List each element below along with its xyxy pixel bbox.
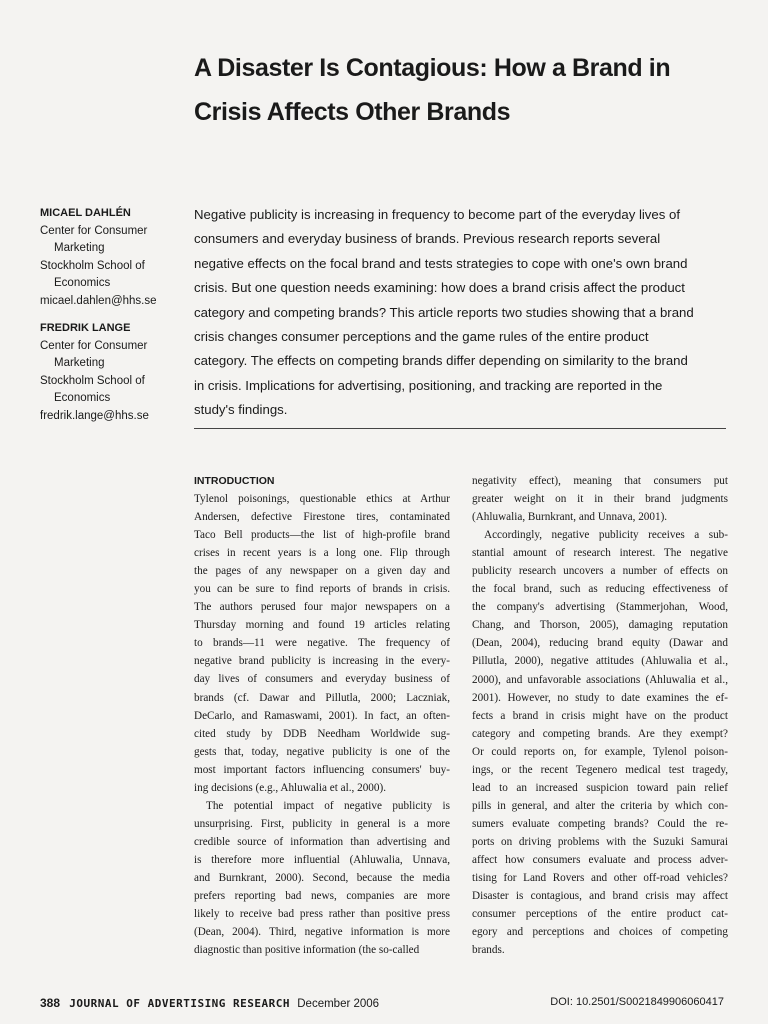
text-line: to brands—11 were negative. The frequency of [194, 637, 450, 650]
text-line: ports on driving problems with the Suzuki Samurai [472, 835, 728, 848]
page-number: 388 [40, 996, 61, 1010]
text-line: category and competing brands? This article reports two studies showing that a brand [194, 304, 694, 320]
text-line: gests that, today, negative publicity is one of the [194, 745, 450, 758]
journal-name: JOURNAL OF ADVERTISING RESEARCH [69, 997, 291, 1010]
body-column-right [472, 472, 728, 959]
abstract [194, 203, 730, 423]
text-line: prefers reporting bad news, companies are more [194, 890, 450, 903]
text-line: The authors perused four major newspapers on a [194, 601, 450, 614]
text-line: DeCarlo, and Ramaswami, 2001). In fact, an often- [194, 709, 450, 722]
text-line: the pages of any newspaper on a given day and [194, 565, 450, 578]
text-line: ings, or the recent Tegenero medical test tragedy, [472, 763, 728, 776]
text-line: negative brand publicity is increasing in the every- [194, 655, 450, 668]
author-affiliation: Center for Consumer [40, 224, 148, 237]
text-line: affect how consumers evaluate and process adver- [472, 853, 728, 866]
text-line: in crisis. Implications for advertising, positioning, and tracking are reported in the [194, 377, 663, 393]
text-line: and Burnkrant, 2000). Second, because the media [194, 871, 450, 884]
author-email[interactable]: fredrik.lange@hhs.se [40, 409, 149, 422]
text-line: sumers evaluate competing brands? Could the re- [472, 817, 728, 830]
text-line: Thursday morning and found 19 articles relating [194, 619, 450, 632]
text-line: tising for Land Rovers and other off-road vehicles? [472, 872, 728, 885]
author-affiliation: Center for Consumer [40, 339, 148, 352]
page-footer [40, 996, 730, 1010]
text-line: brands (cf. Dawar and Pillutla, 2000; Laczniak, [194, 691, 450, 704]
text-line: most important factors influencing consumers' buy- [194, 763, 450, 776]
author-fredrik-lange [40, 320, 190, 425]
author-affiliation: Marketing [54, 357, 105, 369]
text-line: consumers and everyday business of brands. Previous research reports several [194, 231, 661, 247]
text-line: lead to an increased suspicion toward pain relief [472, 781, 728, 794]
text-line: egory and perceptions and choices of competing [472, 926, 728, 939]
text-line: study's findings. [194, 402, 288, 418]
text-line: cited study by DDB Needham Worldwide sug- [194, 727, 450, 740]
text-line: Pillutla, 2000), negative attitudes (Ahluwalia et al., [472, 655, 728, 668]
text-line: greater weight on it in their brand judgments [472, 493, 728, 506]
text-line: negativity effect), meaning that consumers put [472, 475, 728, 487]
text-line: category. The effects on competing brands differ depending on similarity to the brand [194, 353, 688, 369]
text-line: crises in recent years is a long one. Flip through [194, 547, 450, 560]
text-line: The potential impact of negative publicity is [206, 799, 450, 812]
text-line: negative effects on the focal brand and tests strategies to cope with one's own brand [194, 255, 688, 271]
text-line: fects a brand in crisis might have on the product [472, 709, 728, 722]
text-line: consumer perceptions of the entire product cat- [472, 908, 728, 921]
text-line: you can be sure to find reports of brands in crisis. [194, 583, 450, 596]
text-line: day lives of consumers and everyday business of [194, 673, 450, 686]
text-line: (Dean, 2004), reducing brand equity (Dawar and [472, 637, 728, 650]
text-line: stantial amount of research interest. The negative [472, 547, 728, 560]
text-line: crisis. But one question needs examining: how does a brand crisis affect the product [194, 280, 685, 296]
issue-date: December 2006 [297, 998, 380, 1010]
text-line: pills in general, and alter the criteria by which con- [472, 799, 728, 812]
text-line: (Ahluwalia, Burnkrant, and Unnava, 2001). [472, 511, 668, 524]
text-line: unsurprising. First, publicity in general is a more [194, 817, 450, 830]
title-line: A Disaster Is Contagious: How a Brand in [194, 54, 671, 82]
text-line: Or could reports on, for example, Tylenol poison- [472, 745, 728, 758]
author-affiliation: Marketing [54, 242, 105, 254]
text-line: the company's advertising (Stammerjohan, Wood, [472, 601, 728, 614]
text-line: publicity research uncovers a number of effects on [472, 565, 728, 578]
author-name: FREDRIK LANGE [40, 322, 131, 334]
text-line: credible source of information than advertising and [194, 835, 450, 848]
text-line: ing decisions (e.g., Ahluwalia et al., 2000). [194, 781, 387, 794]
text-line: Taco Bell products—the list of high-profile brand [194, 529, 450, 542]
author-affiliation: Economics [54, 277, 111, 289]
doi[interactable]: DOI: 10.2501/S0021849906060417 [550, 996, 724, 1008]
text-line: Negative publicity is increasing in frequency to become part of the everyday lives of [194, 207, 680, 222]
author-affiliation: Economics [54, 392, 111, 404]
text-line: 2000), and unfavorable associations (Ahluwalia et al., [472, 673, 728, 686]
title-line: Crisis Affects Other Brands [194, 98, 511, 126]
author-name: MICAEL DAHLÉN [40, 207, 131, 219]
text-line: is therefore more influential (Ahluwalia, Unnava, [194, 853, 450, 866]
author-affiliation: Stockholm School of [40, 259, 145, 272]
text-line: crisis changes consumer perceptions and the game rules of the entire product [194, 329, 649, 345]
text-line: Chang, and Thorson, 2005), damaging reputation [472, 619, 728, 632]
text-line: brands. [472, 944, 505, 957]
abstract-divider [194, 428, 726, 429]
article-title [194, 46, 734, 134]
text-line: likely to receive bad press rather than positive press [194, 908, 450, 921]
text-line: Tylenol poisonings, questionable ethics at Arthur [194, 493, 450, 505]
author-affiliation: Stockholm School of [40, 374, 145, 387]
author-email[interactable]: micael.dahlen@hhs.se [40, 294, 157, 307]
text-line: Andersen, defective Firestone tires, contaminated [194, 511, 450, 524]
text-line: Disaster is contagious, and brand crisis may affect [472, 890, 728, 903]
author-block [40, 205, 190, 435]
text-line: category and competing brands. Are they exempt? [472, 727, 728, 740]
text-line: 2001). However, no study to date examines the ef- [472, 691, 728, 704]
text-line: Accordingly, negative publicity receives a sub- [484, 529, 728, 542]
text-line: (Dean, 2004). Third, negative information is more [194, 926, 450, 939]
body-column-left [194, 472, 450, 959]
text-line: the focal brand, such as reducing effectiveness of [472, 583, 728, 596]
author-micael-dahlen [40, 205, 190, 310]
text-line: diagnostic than positive information (the so-called [194, 944, 420, 957]
section-heading: INTRODUCTION [194, 475, 275, 487]
